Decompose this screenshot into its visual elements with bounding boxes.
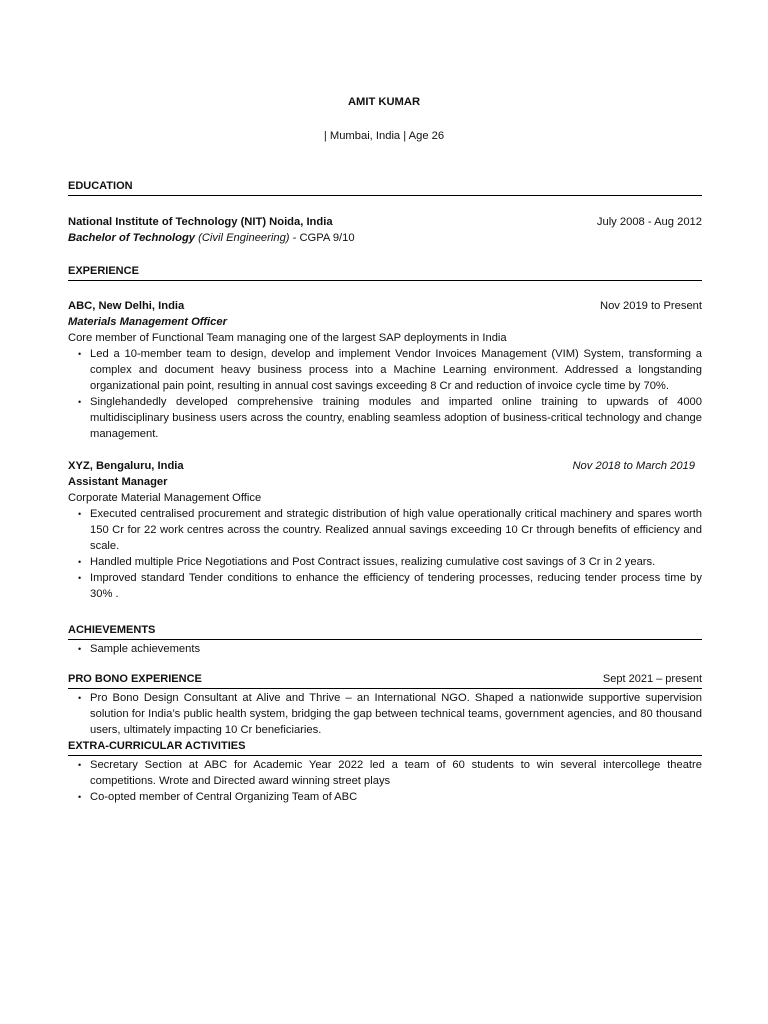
job-entry bbox=[68, 298, 702, 442]
list-item: • Led a 10-member team to design, develop and implement Vendor Invoices Management (VIM) System, transforming a complex and document heavy business process into a Machine Learning environment. Addressed a longstanding organizational pain point, resulting in annual cost savings exceeding 8 Cr and reduction of invoice cycle time by 70%. bbox=[90, 346, 702, 394]
pro-bono-section bbox=[68, 672, 702, 738]
job-role: Materials Management Officer bbox=[68, 316, 227, 328]
list-item: • Improved standard Tender conditions to enhance the efficiency of tendering processes, reducing tender process time by 30% . bbox=[90, 570, 702, 602]
list-item: • Singlehandedly developed comprehensive training modules and imparted online training to upwards of 4000 multidisciplinary business users across the country, enabling seamless adoption of business-critical technology and change management. bbox=[90, 394, 702, 442]
achievements-bullets bbox=[68, 641, 702, 657]
job-bullets bbox=[68, 506, 702, 602]
experience-heading: EXPERIENCE bbox=[68, 264, 702, 281]
candidate-name: AMIT KUMAR bbox=[347, 96, 421, 108]
job-dates: Nov 2019 to Present bbox=[600, 300, 702, 312]
pro-bono-dates: Sept 2021 – present bbox=[602, 673, 702, 685]
pro-bono-bullets bbox=[68, 690, 702, 738]
extracurricular-bullets bbox=[68, 757, 702, 805]
achievements-section bbox=[68, 623, 702, 657]
institution-name: National Institute of Technology (NIT) Noida, India bbox=[68, 216, 333, 228]
job-summary: Corporate Material Management Office bbox=[68, 492, 262, 504]
list-item: • Sample achievements bbox=[90, 641, 702, 657]
education-dates: July 2008 - Aug 2012 bbox=[596, 216, 702, 228]
experience-section bbox=[68, 264, 702, 602]
education-section bbox=[68, 179, 702, 246]
list-item: • Pro Bono Design Consultant at Alive and Thrive – an International NGO. Shaped a nationwide supportive supervision solution for India’s public health system, bridging the gap between technical teams, government agencies, and 80 thousand users, ultimately impacting 10 Cr beneficiaries. bbox=[90, 690, 702, 738]
list-item: • Co-opted member of Central Organizing Team of ABC bbox=[90, 789, 702, 805]
job-company: XYZ, Bengaluru, India bbox=[68, 460, 184, 472]
job-role: Assistant Manager bbox=[68, 476, 168, 488]
degree-major: (Civil Engineering) bbox=[198, 232, 290, 244]
job-bullets bbox=[68, 346, 702, 442]
pro-bono-heading: PRO BONO EXPERIENCE bbox=[68, 673, 202, 685]
job-company: ABC, New Delhi, India bbox=[68, 300, 185, 312]
job-dates: Nov 2018 to March 2019 bbox=[572, 460, 695, 472]
extracurricular-section bbox=[68, 739, 702, 805]
list-item: • Executed centralised procurement and strategic distribution of high value operationally critical machinery and spares worth 150 Cr for 22 work centres across the country. Realized annual savings exceeding 10 Cr through benefits of efficiency and scale. bbox=[90, 506, 702, 554]
extracurricular-heading: EXTRA-CURRICULAR ACTIVITIES bbox=[68, 739, 702, 756]
degree-score: - CGPA 9/10 bbox=[289, 232, 355, 244]
education-entry bbox=[68, 214, 702, 230]
achievements-heading: ACHIEVEMENTS bbox=[68, 623, 702, 640]
job-entry bbox=[68, 458, 702, 602]
job-summary: Core member of Functional Team managing one of the largest SAP deployments in India bbox=[68, 332, 507, 344]
list-item: • Secretary Section at ABC for Academic Year 2022 led a team of 60 students to win several intercollege theatre competitions. Wrote and Directed award winning street plays bbox=[90, 757, 702, 789]
candidate-location-age: | Mumbai, India | Age 26 bbox=[323, 130, 445, 142]
degree-name: Bachelor of Technology bbox=[68, 232, 196, 244]
list-item: • Handled multiple Price Negotiations and Post Contract issues, realizing cumulative cost savings of 3 Cr in 2 years. bbox=[90, 554, 702, 570]
degree-line bbox=[68, 230, 702, 246]
education-heading: EDUCATION bbox=[68, 179, 702, 196]
pro-bono-heading-row bbox=[68, 672, 702, 689]
